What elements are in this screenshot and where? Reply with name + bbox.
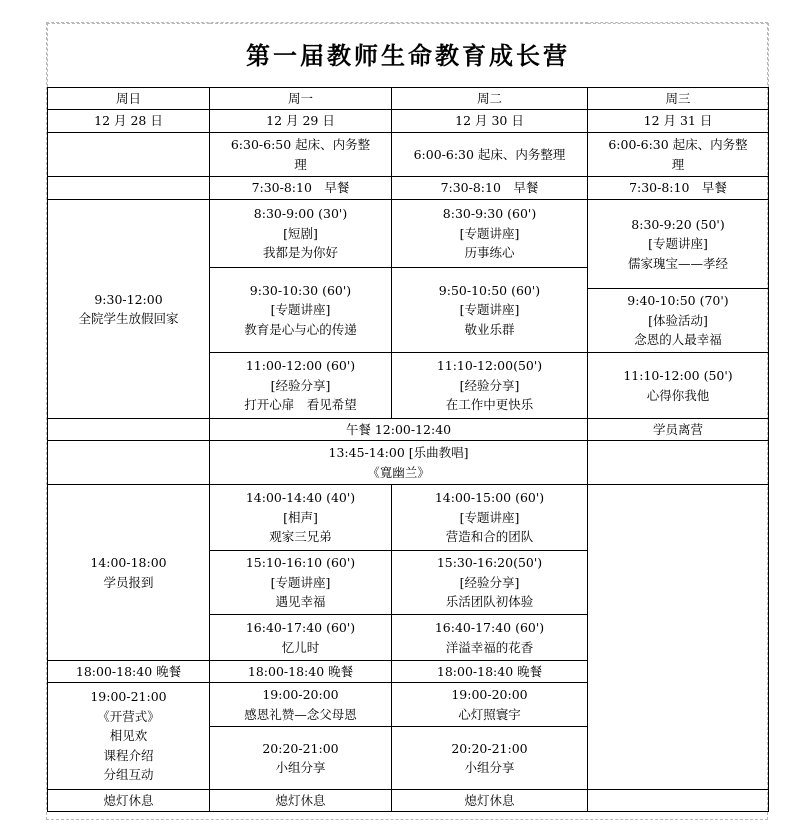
- afternoon-sunday: 14:00-18:00 学员报到: [48, 485, 210, 661]
- dinner-sunday: 18:00-18:40 晚餐: [48, 661, 210, 683]
- lunch-sunday-empty: [48, 419, 210, 441]
- date-tuesday: 12 月 30 日: [392, 110, 588, 133]
- lightsout-sunday: 熄灯休息: [48, 790, 210, 812]
- title-row: [48, 24, 769, 88]
- dinner-tuesday: 18:00-18:40 晚餐: [392, 661, 588, 683]
- lightsout-monday: 熄灯休息: [210, 790, 392, 812]
- breakfast-monday: 7:30-8:10 早餐: [210, 177, 392, 200]
- morning-row-1a: [48, 200, 769, 245]
- breakfast-row: [48, 177, 769, 200]
- afternoon-row-1: [48, 485, 769, 551]
- lunch-row: [48, 419, 769, 441]
- evening-tuesday-1: 19:00-20:00 心灯照寰宇: [392, 683, 588, 727]
- wake-tuesday: 6:00-6:30 起床、内务整理: [392, 133, 588, 177]
- evening-tuesday-2: 20:20-21:00 小组分享: [392, 727, 588, 790]
- afternoon-monday-2: 15:10-16:10 (60') [专题讲座] 遇见幸福: [210, 551, 392, 615]
- date-monday: 12 月 29 日: [210, 110, 392, 133]
- evening-monday-1: 19:00-20:00 感恩礼赞—念父母恩: [210, 683, 392, 727]
- evening-sunday: 19:00-21:00 《开营式》 相见欢 课程介绍 分组互动: [48, 683, 210, 790]
- morning-monday-3: 11:00-12:00 (60') [经验分享] 打开心扉 看见希望: [210, 353, 392, 419]
- lightsout-row: [48, 790, 769, 812]
- day-header-row: [48, 88, 769, 110]
- morning-wednesday-3: 11:10-12:00 (50') 心得你我他: [588, 353, 769, 419]
- music-row: [48, 441, 769, 485]
- lightsout-wednesday-empty: [588, 790, 769, 812]
- afternoon-evening-wednesday-empty: [588, 485, 769, 790]
- morning-wednesday-1: 8:30-9:20 (50') [专题讲座] 儒家瑰宝——孝经: [588, 200, 769, 289]
- page-title: 第一届教师生命教育成长营: [48, 24, 769, 88]
- day-sunday: 周日: [48, 88, 210, 110]
- breakfast-wednesday: 7:30-8:10 早餐: [588, 177, 769, 200]
- wake-row: [48, 133, 769, 177]
- date-row: [48, 110, 769, 133]
- wake-sunday-empty: [48, 133, 210, 177]
- lunch-mon-tue: 午餐 12:00-12:40: [210, 419, 588, 441]
- morning-tuesday-2: 9:50-10:50 (60') [专题讲座] 敬业乐群: [392, 268, 588, 353]
- evening-monday-2: 20:20-21:00 小组分享: [210, 727, 392, 790]
- breakfast-sunday-empty: [48, 177, 210, 200]
- afternoon-tuesday-1: 14:00-15:00 (60') [专题讲座] 营造和合的团队: [392, 485, 588, 551]
- breakfast-tuesday: 7:30-8:10 早餐: [392, 177, 588, 200]
- morning-tuesday-3: 11:10-12:00(50') [经验分享] 在工作中更快乐: [392, 353, 588, 419]
- wake-wednesday: 6:00-6:30 起床、内务整 理: [588, 133, 769, 177]
- afternoon-tuesday-3: 16:40-17:40 (60') 洋溢幸福的花香: [392, 615, 588, 661]
- music-sunday-empty: [48, 441, 210, 485]
- afternoon-monday-1: 14:00-14:40 (40') [相声] 观家三兄弟: [210, 485, 392, 551]
- dinner-monday: 18:00-18:40 晚餐: [210, 661, 392, 683]
- morning-wednesday-2: 9:40-10:50 (70') [体验活动] 念恩的人最幸福: [588, 289, 769, 353]
- wake-monday: 6:30-6:50 起床、内务整 理: [210, 133, 392, 177]
- music-mon-tue: 13:45-14:00 [乐曲教唱] 《寬幽兰》: [210, 441, 588, 485]
- schedule-table: [47, 23, 769, 812]
- day-tuesday: 周二: [392, 88, 588, 110]
- lunch-wednesday: 学员离营: [588, 419, 769, 441]
- date-sunday: 12 月 28 日: [48, 110, 210, 133]
- morning-tuesday-1: 8:30-9:30 (60') [专题讲座] 历事练心: [392, 200, 588, 268]
- morning-monday-2: 9:30-10:30 (60') [专题讲座] 教育是心与心的传递: [210, 268, 392, 353]
- afternoon-monday-3: 16:40-17:40 (60') 忆儿时: [210, 615, 392, 661]
- afternoon-tuesday-2: 15:30-16:20(50') [经验分享] 乐活团队初体验: [392, 551, 588, 615]
- lightsout-tuesday: 熄灯休息: [392, 790, 588, 812]
- date-wednesday: 12 月 31 日: [588, 110, 769, 133]
- day-wednesday: 周三: [588, 88, 769, 110]
- music-wednesday-empty: [588, 441, 769, 485]
- morning-monday-1: 8:30-9:00 (30') [短剧] 我都是为你好: [210, 200, 392, 268]
- day-monday: 周一: [210, 88, 392, 110]
- morning-sunday: 9:30-12:00 全院学生放假回家: [48, 200, 210, 419]
